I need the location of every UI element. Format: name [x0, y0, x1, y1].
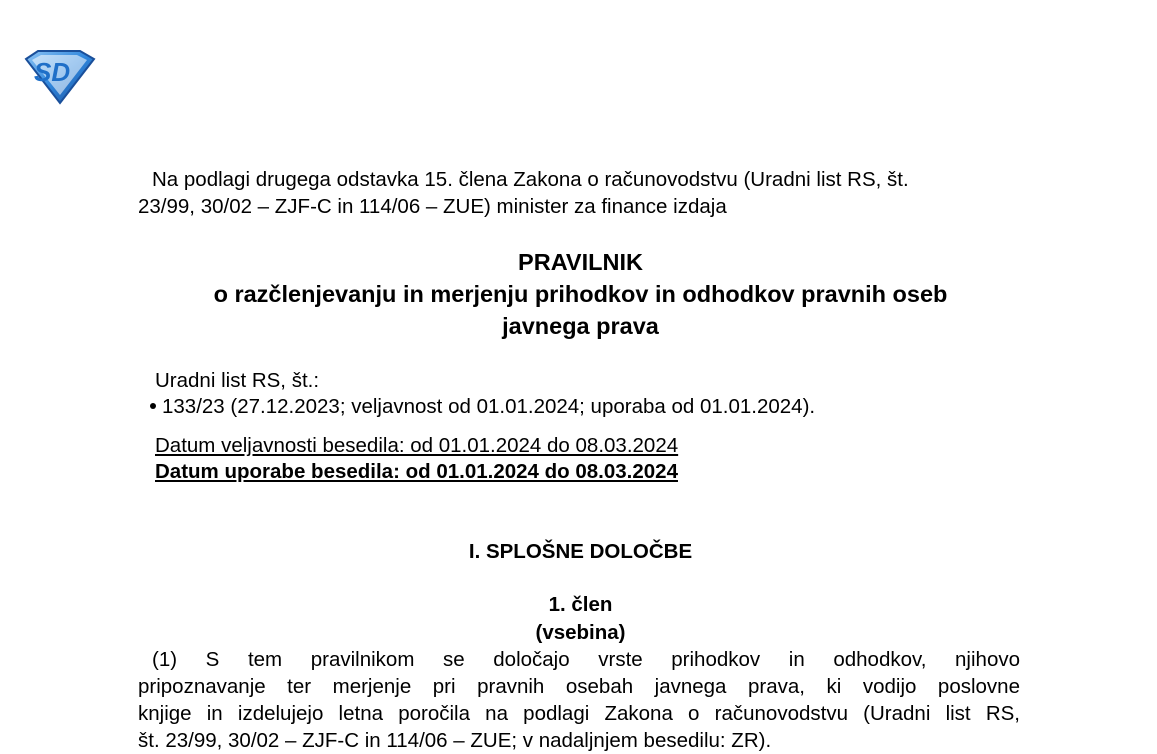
gazette-entry-text: 133/23 (27.12.2023; veljavnost od 01.01.2024; uporaba od 01.01.2024). [162, 395, 816, 418]
document-title: PRAVILNIK [518, 249, 643, 275]
article-line-2: pripoznavanje ter merjenje pri pravnih osebah javnega prava, ki vodijo poslovne [138, 675, 1020, 698]
document-subtitle-line-2: javnega prava [502, 313, 659, 339]
intro-line-2: 23/99, 30/02 – ZJF-C in 114/06 – ZUE) minister za finance izdaja [138, 195, 727, 218]
bullet-icon [150, 403, 156, 409]
document-subtitle [138, 278, 1023, 342]
article-body [138, 646, 1020, 754]
article-line-1 [138, 646, 1020, 673]
application-date: Datum uporabe besedila: od 01.01.2024 do 08.03.2024 [155, 460, 678, 483]
article-subtitle: (vsebina) [535, 621, 626, 644]
document-subtitle-line-1: o razčlenjevanju in merjenju prihodkov in odhodkov pravnih oseb [213, 281, 948, 307]
intro-line-1: Na podlagi drugega odstavka 15. člena Zakona o računovodstvu (Uradni list RS, št. [152, 168, 909, 191]
section-heading: I. SPLOŠNE DOLOČBE [468, 540, 693, 563]
logo [22, 47, 96, 105]
validity-date: Datum veljavnosti besedila: od 01.01.2024 do 08.03.2024 [155, 434, 679, 457]
intro-paragraph [138, 166, 1023, 220]
article-line-1-text: (1) S tem pravilnikom se določajo vrste prihodkov in odhodkov, njihovo [152, 648, 1020, 671]
svg-text:SD: SD [34, 57, 71, 87]
article-line-4: št. 23/99, 30/02 – ZJF-C in 114/06 – ZUE; v nadaljnjem besedilu: ZR). [138, 729, 772, 752]
article-number: 1. člen [548, 593, 613, 616]
gazette-label: Uradni list RS, št.: [155, 369, 320, 392]
article-line-3: knjige in izdelujejo letna poročila na podlagi Zakona o računovodstvu (Uradni list RS, [138, 702, 1020, 725]
gazette-entry [150, 393, 815, 420]
shield-logo-icon [22, 47, 96, 105]
